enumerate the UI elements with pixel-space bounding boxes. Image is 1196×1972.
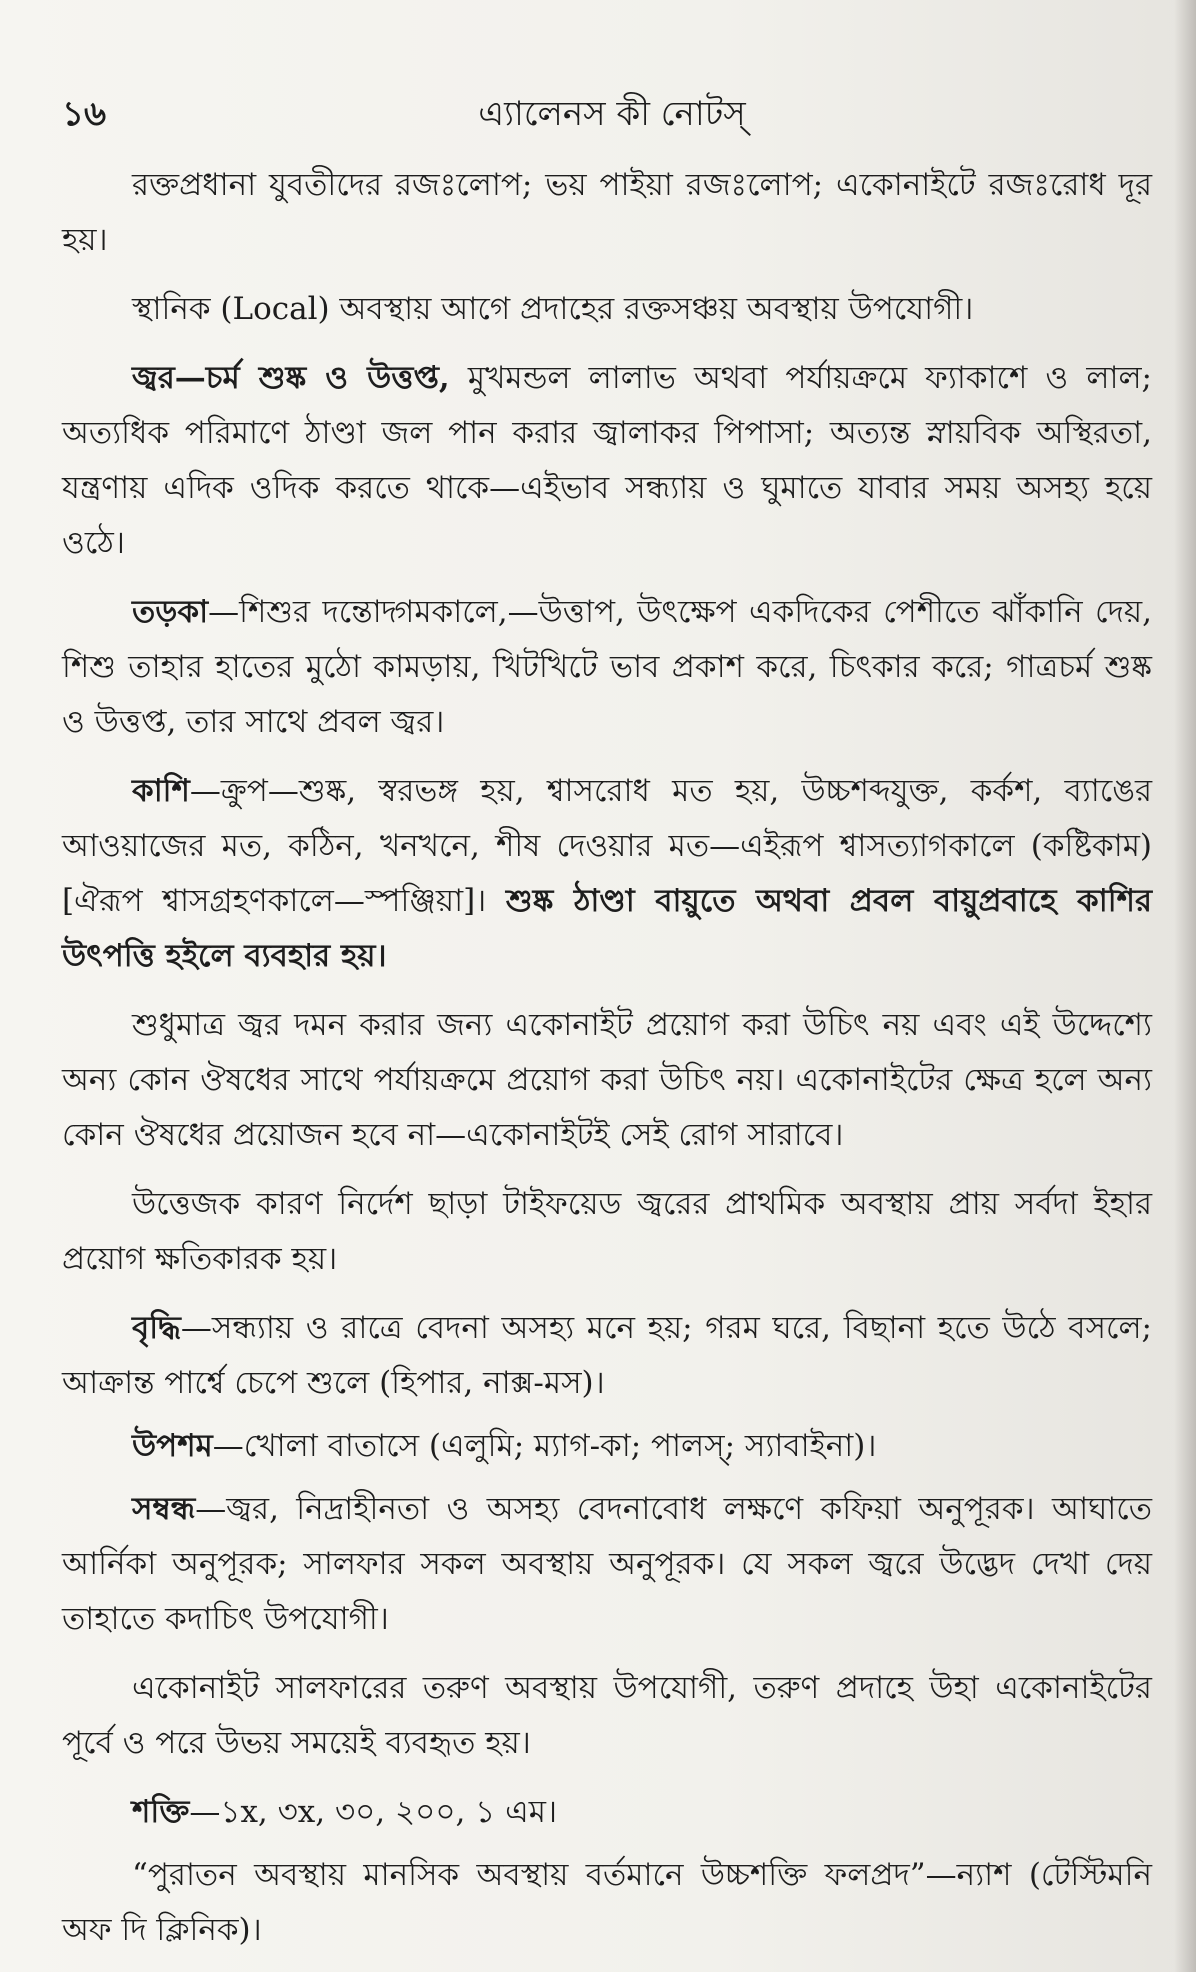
paragraph-amenorrhea — [62, 158, 1152, 268]
paragraph-text: —ক্রুপ—শুষ্ক, স্বরভঙ্গ হয়, শ্বাসরোধ মত হয়, উচ্চশব্দযুক্ত, কর্কশ, ব্যাঙের আওয়াজের মত, কঠিন, খনখনে, শীষ দেওয়ার মত—এইরূপ শ্বাসত্যাগকালে (কষ্টিকাম) [ঐরূপ শ্বাসগ্রহণকালে—স্পঞ্জিয়া]। — [62, 773, 1152, 919]
paragraph-typhoid — [62, 1177, 1152, 1287]
paragraph-aggravation — [62, 1301, 1152, 1411]
page-number: ১৬ — [62, 94, 107, 134]
paragraph-fever-suppression — [62, 998, 1152, 1163]
paragraph-text: স্থানিক (Local) অবস্থায় আগে প্রদাহের রক্তসঞ্চয় অবস্থায় উপযোগী। — [132, 291, 974, 327]
paragraph-text: একোনাইট সালফারের তরুণ অবস্থায় উপযোগী, তরুণ প্রদাহে উহা একোনাইটের পূর্বে ও পরে উভয় সময়েই ব্যবহৃত হয়। — [62, 1670, 1152, 1761]
running-title: এ্যালেনস কী নোটস্ — [478, 94, 746, 134]
paragraph-local — [62, 282, 1152, 337]
page-header — [62, 88, 1162, 138]
paragraph-text: রক্তপ্রধানা যুবতীদের রজঃলোপ; ভয় পাইয়া রজঃলোপ; একোনাইটে রজঃরোধ দূর হয়। — [62, 167, 1152, 258]
paragraph-fever — [62, 351, 1152, 571]
section-heading: বৃদ্ধি — [132, 1310, 181, 1346]
paragraph-text: শুধুমাত্র জ্বর দমন করার জন্য একোনাইট প্রয়োগ করা উচিৎ নয় এবং এই উদ্দেশ্যে অন্য কোন ঔষধের সাথে পর্যায়ক্রমে প্রয়োগ করা উচিৎ নয়। একোনাইটের ক্ষেত্র হলে অন্য কোন ঔষধের প্রয়োজন হবে না—একোনাইটই সেই রোগ সারাবে। — [62, 1007, 1152, 1153]
page-edge-shadow — [1174, 0, 1196, 1972]
paragraph-text: —১x, ৩x, ৩০, ২০০, ১ এম। — [189, 1794, 558, 1830]
paragraph-convulsions — [62, 585, 1152, 750]
section-heading: শক্তি — [132, 1794, 190, 1830]
section-heading: জ্বর — [132, 360, 175, 396]
section-heading: কাশি — [132, 773, 190, 809]
paragraph-text: —সন্ধ্যায় ও রাত্রে বেদনা অসহ্য মনে হয়; গরম ঘরে, বিছানা হতে উঠে বসলে; আক্রান্ত পার্শ্বে চেপে শুলে (হিপার, নাক্স-মস)। — [62, 1310, 1152, 1401]
bold-text: শুষ্ক ঠাণ্ডা বায়ুতে অথবা প্রবল বায়ুপ্রবাহে কাশির উৎপত্তি হইলে ব্যবহার হয়। — [62, 883, 1152, 974]
paragraph-text: —জ্বর, নিদ্রাহীনতা ও অসহ্য বেদনাবোধ লক্ষণে কফিয়া অনুপূরক। আঘাতে আর্নিকা অনুপূরক; সালফার সকল অবস্থায় অনুপূরক। যে সকল জ্বরে উদ্ভেদ দেখা দেয় তাহাতে কদাচিৎ উপযোগী। — [62, 1491, 1152, 1637]
section-heading: সম্বন্ধ — [132, 1491, 196, 1527]
body-text — [62, 158, 1152, 1972]
paragraph-text: —শিশুর দন্তোদ্গমকালে,—উত্তাপ, উৎক্ষেপ একদিকের পেশীতে ঝাঁকানি দেয়, শিশু তাহার হাতের মুঠো কামড়ায়, খিটখিটে ভাব প্রকাশ করে, চিৎকার করে; গাত্রচর্ম শুষ্ক ও উত্তপ্ত, তার সাথে প্রবল জ্বর। — [62, 594, 1152, 740]
paragraph-cough — [62, 764, 1152, 984]
paragraph-text: —খোলা বাতাসে (এলুমি; ম্যাগ-কা; পালস্; স্যাবাইনা)। — [212, 1428, 877, 1464]
bold-text: —চর্ম শুষ্ক ও উত্তপ্ত, — [174, 360, 450, 396]
paragraph-quote — [62, 1848, 1152, 1958]
paragraph-text: মুখমন্ডল লালাভ অথবা পর্যায়ক্রমে ফ্যাকাশে ও লাল; অত্যধিক পরিমাণে ঠাণ্ডা জল পান করার জ্বালাকর পিপাসা; অত্যন্ত স্নায়বিক অস্থিরতা, যন্ত্রণায় এদিক ওদিক করতে থাকে—এইভাব সন্ধ্যায় ও ঘুমাতে যাবার সময় অসহ্য হয়ে ওঠে। — [62, 360, 1152, 561]
section-heading: তড়কা — [132, 594, 209, 630]
paragraph-relations — [62, 1482, 1152, 1647]
paragraph-text: “পুরাতন অবস্থায় মানসিক অবস্থায় বর্তমানে উচ্চশক্তি ফলপ্রদ”—ন্যাশ (টেস্টিমনি অফ দি ক্লিনিক)। — [62, 1857, 1152, 1948]
paragraph-potency — [62, 1785, 1152, 1840]
section-heading: উপশম — [132, 1428, 213, 1464]
paragraph-amelioration — [62, 1419, 1152, 1474]
paragraph-sulphur — [62, 1661, 1152, 1771]
paragraph-text: উত্তেজক কারণ নির্দেশ ছাড়া টাইফয়েড জ্বরের প্রাথমিক অবস্থায় প্রায় সর্বদা ইহার প্রয়োগ ক্ষতিকারক হয়। — [62, 1186, 1152, 1277]
